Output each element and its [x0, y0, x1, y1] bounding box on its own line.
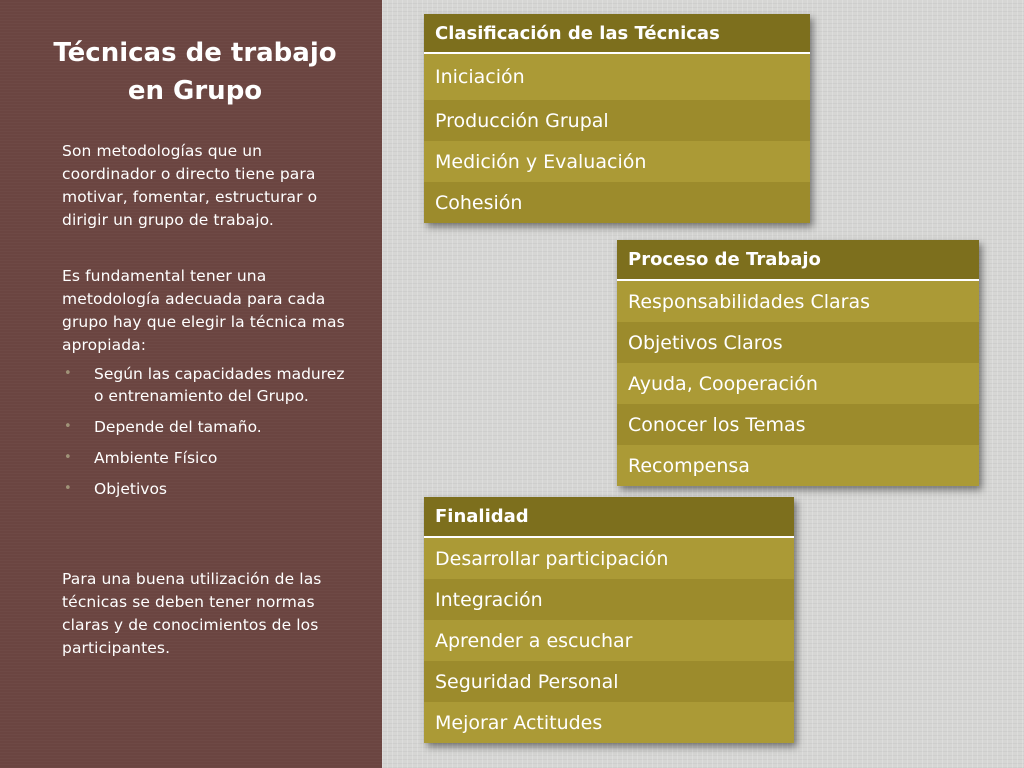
clasificacion-table — [424, 14, 810, 223]
table-row: Ayuda, Cooperación — [617, 363, 979, 404]
table-row: Objetivos Claros — [617, 322, 979, 363]
table-header: Proceso de Trabajo — [617, 240, 979, 281]
table-row: Cohesión — [424, 182, 810, 223]
table-row: Conocer los Temas — [617, 404, 979, 445]
table-row: Desarrollar participación — [424, 538, 794, 579]
table-row: Medición y Evaluación — [424, 141, 810, 182]
slide-title: Técnicas de trabajo en Grupo — [53, 38, 337, 106]
list-item: • Ambiente Físico — [64, 449, 218, 467]
method-paragraph: Es fundamental tener una metodología adecuada para cada grupo hay que elegir la técnica mas apropiada: — [62, 267, 345, 354]
table-header: Finalidad — [424, 497, 794, 538]
table-row: Iniciación — [424, 54, 810, 100]
table-row: Aprender a escuchar — [424, 620, 794, 661]
table-row: Responsabilidades Claras — [617, 281, 979, 322]
table-row: Mejorar Actitudes — [424, 702, 794, 743]
bullet-icon: • — [64, 366, 72, 381]
proceso-table — [617, 240, 979, 486]
bullet-icon: • — [64, 419, 72, 434]
criteria-list — [62, 363, 352, 509]
table-header: Clasificación de las Técnicas — [424, 14, 810, 54]
table-row: Recompensa — [617, 445, 979, 486]
table-row: Integración — [424, 579, 794, 620]
bullet-icon: • — [64, 481, 72, 496]
intro-paragraph: Son metodologías que un coordinador o directo tiene para motivar, fomentar, estructurar o dirigir un grupo de trabajo. — [62, 142, 318, 229]
bullet-icon: • — [64, 450, 72, 465]
table-row: Seguridad Personal — [424, 661, 794, 702]
list-item: • Depende del tamaño. — [64, 418, 262, 436]
list-item: • Según las capacidades madurez o entrenamiento del Grupo. — [64, 365, 345, 405]
list-item: • Objetivos — [64, 480, 167, 498]
finalidad-table — [424, 497, 794, 743]
table-row: Producción Grupal — [424, 100, 810, 141]
closing-paragraph: Para una buena utilización de las técnicas se deben tener normas claras y de conocimientos de los participantes. — [62, 570, 322, 657]
